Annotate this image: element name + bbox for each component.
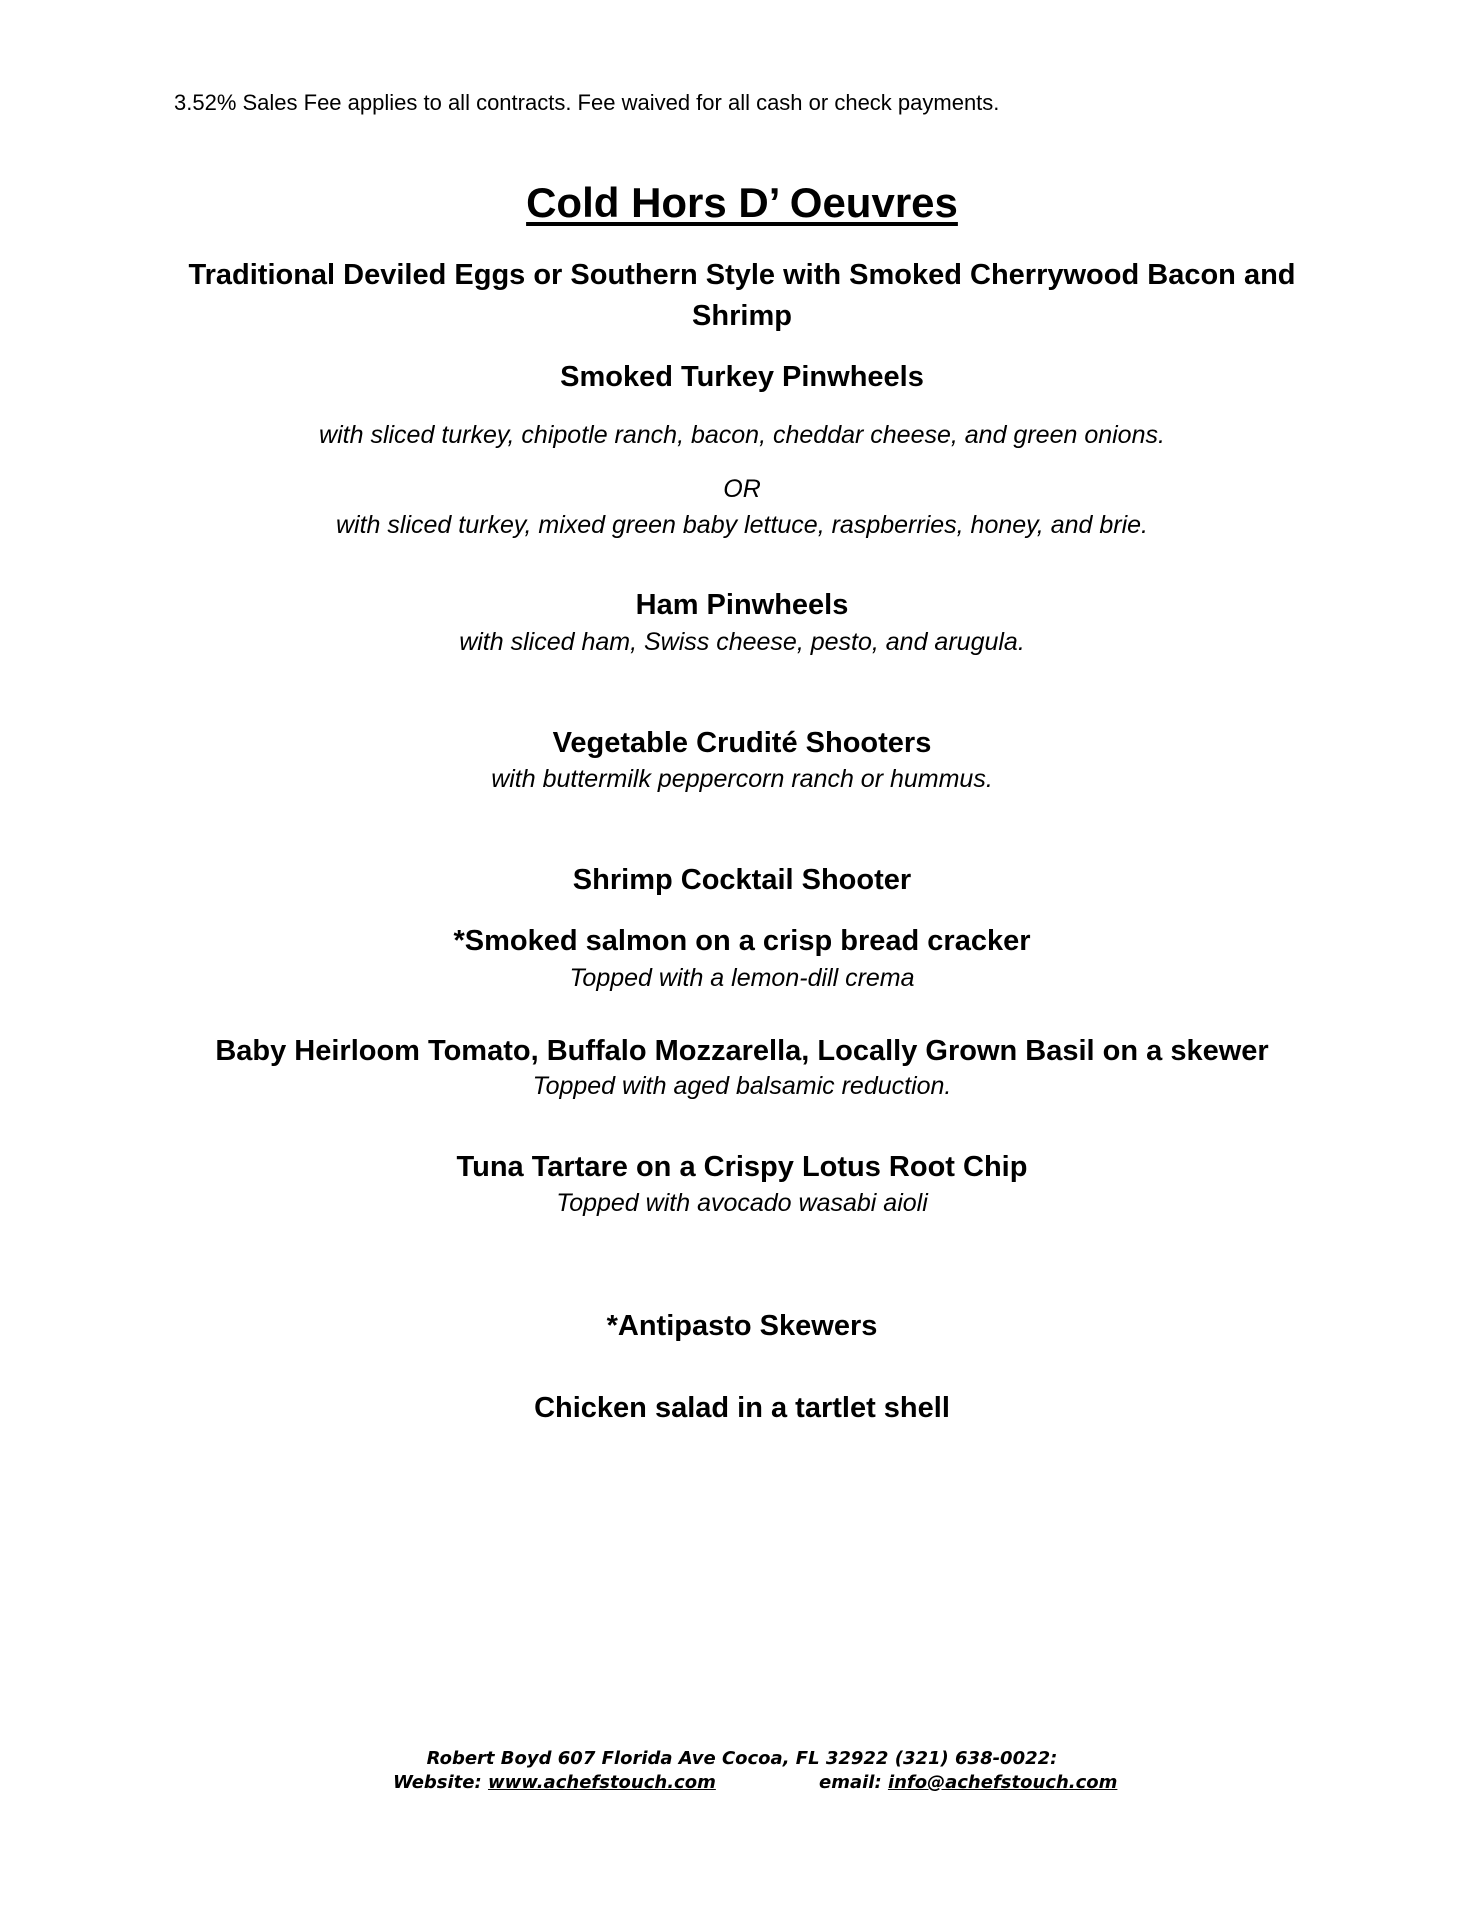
tomato-skewer-description: Topped with aged balsamic reduction. (532, 1072, 952, 1100)
footer-address: Robert Boyd 607 Florida Ave Cocoa, FL 32922 (321) 638-0022: (426, 1748, 1058, 1769)
shrimp-cocktail-heading: Shrimp Cocktail Shooter (572, 864, 912, 896)
turkey-pinwheels-heading: Smoked Turkey Pinwheels (560, 361, 924, 393)
deviled-eggs-heading-line1: Traditional Deviled Eggs or Southern Style with Smoked Cherrywood Bacon and (188, 259, 1296, 291)
chicken-salad-heading: Chicken salad in a tartlet shell (534, 1392, 950, 1424)
email-link[interactable]: info@achefstouch.com (887, 1772, 1118, 1793)
footer-email (819, 1771, 1117, 1795)
ham-pinwheels-description: with sliced ham, Swiss cheese, pesto, and arugula. (459, 628, 1025, 656)
sales-fee-notice: 3.52% Sales Fee applies to all contracts. Fee waived for all cash or check payments. (174, 90, 1000, 115)
tuna-tartare-description: Topped with avocado wasabi aioli (556, 1189, 928, 1217)
turkey-pinwheels-or: OR (723, 475, 761, 503)
footer-email-label: email: (819, 1772, 882, 1793)
website-link[interactable]: www.achefstouch.com (487, 1772, 716, 1793)
turkey-pinwheels-description-1: with sliced turkey, chipotle ranch, bacon, cheddar cheese, and green onions. (319, 421, 1165, 449)
antipasto-heading: *Antipasto Skewers (606, 1310, 878, 1342)
footer-website-label: Website: (393, 1772, 482, 1793)
tomato-skewer-heading: Baby Heirloom Tomato, Buffalo Mozzarella, Locally Grown Basil on a skewer (215, 1035, 1269, 1067)
turkey-pinwheels-description-2: with sliced turkey, mixed green baby lettuce, raspberries, honey, and brie. (336, 511, 1148, 539)
smoked-salmon-heading: *Smoked salmon on a crisp bread cracker (453, 925, 1031, 957)
crudite-description: with buttermilk peppercorn ranch or hummus. (491, 765, 993, 793)
page-title: Cold Hors D’ Oeuvres (526, 179, 958, 226)
deviled-eggs-heading-line2: Shrimp (692, 300, 792, 332)
ham-pinwheels-heading: Ham Pinwheels (635, 589, 849, 621)
crudite-heading: Vegetable Crudité Shooters (552, 727, 932, 759)
footer-website (393, 1771, 716, 1795)
tuna-tartare-heading: Tuna Tartare on a Crispy Lotus Root Chip (456, 1151, 1028, 1183)
smoked-salmon-description: Topped with a lemon-dill crema (569, 964, 915, 992)
